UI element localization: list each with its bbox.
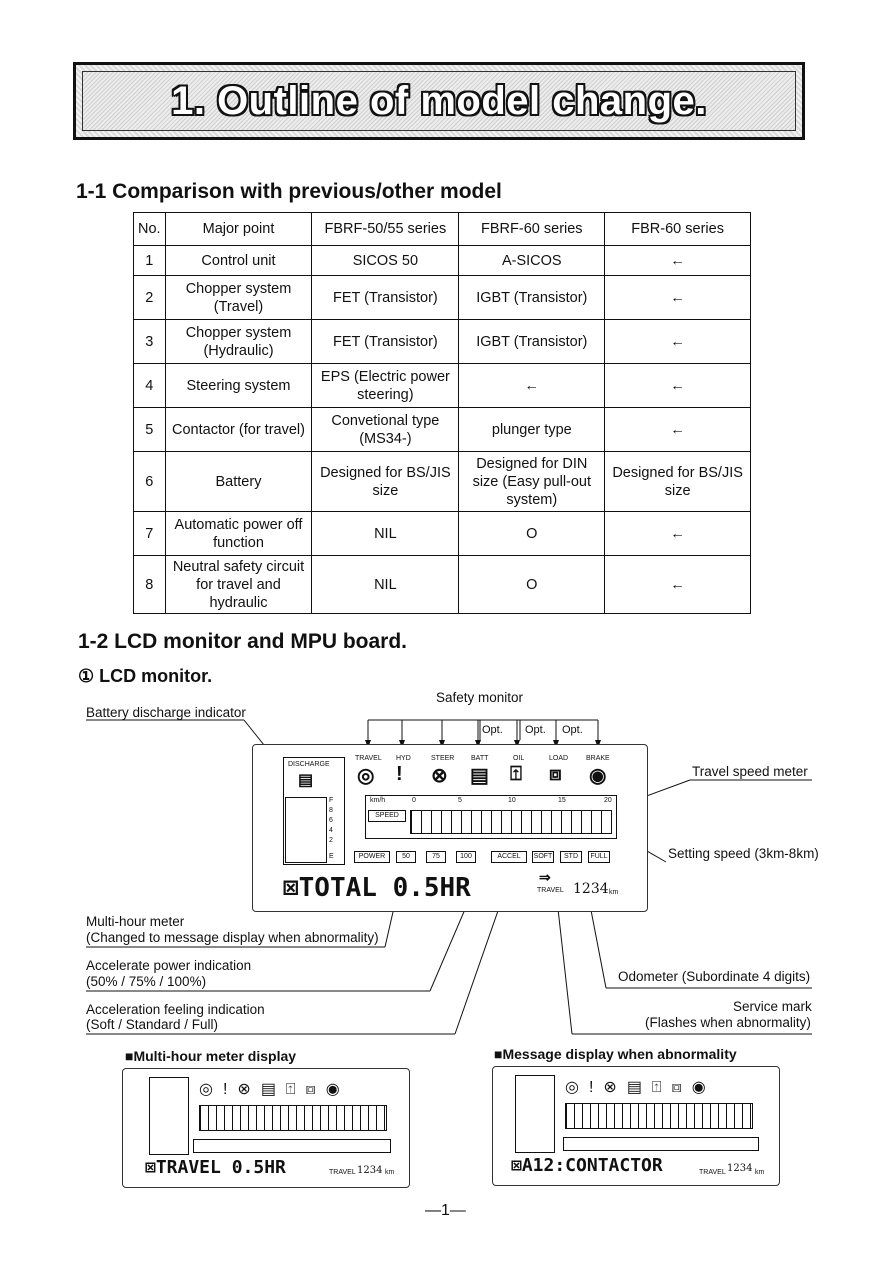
cell-fbr-60: Designed for BS/JIS size	[605, 452, 751, 512]
odometer-km: km	[609, 889, 619, 896]
safety-monitor-label: Safety monitor	[436, 690, 524, 705]
service-mark-label: Service mark	[733, 999, 812, 1014]
cell-major-point: Chopper system (Hydraulic)	[165, 320, 312, 364]
cell-major-point: Control unit	[165, 246, 312, 276]
scale-20: 20	[604, 797, 612, 804]
cell-fbr-60: ←	[605, 276, 751, 320]
opt-label-2: Opt.	[525, 724, 546, 736]
batt-icon: ▤	[470, 765, 489, 787]
brake-icon: ◉	[589, 765, 607, 787]
cell-fbrf-60: plunger type	[459, 408, 605, 452]
cell-fbrf-50-55: SICOS 50	[312, 246, 459, 276]
cell-fbrf-50-55: FET (Transistor)	[312, 320, 459, 364]
cell-no: 1	[134, 246, 166, 276]
section-1-heading: 1-1 Comparison with previous/other model	[76, 180, 502, 203]
opt-label-1: Opt.	[482, 724, 503, 736]
cell-major-point: Battery	[165, 452, 312, 512]
mini-discharge-panel-right	[515, 1075, 555, 1153]
mini-odometer-value-right: 1234	[727, 1163, 753, 1174]
odometer-label: Odometer (Subordinate 4 digits)	[618, 969, 811, 984]
acceleration-feeling-values: (Soft / Standard / Full)	[86, 1017, 219, 1032]
cell-major-point: Chopper system (Travel)	[165, 276, 312, 320]
battery-icon: ▤	[298, 772, 314, 789]
cell-fbrf-50-55: NIL	[312, 556, 459, 614]
mini-odometer-label-right: TRAVEL	[699, 1169, 726, 1176]
gauge-e: E	[329, 853, 334, 860]
mini-odometer-label: TRAVEL	[329, 1169, 356, 1176]
load-icon: ⧈	[549, 763, 562, 785]
cell-no: 5	[134, 408, 166, 452]
scale-10: 10	[508, 797, 516, 804]
odometer-unit-label: TRAVEL	[537, 887, 564, 894]
mini-odometer-km-right: km	[755, 1169, 765, 1176]
power-label: POWER	[354, 851, 390, 863]
accel-label: ACCEL	[491, 851, 527, 863]
cell-fbrf-50-55: NIL	[312, 512, 459, 556]
cell-fbr-60: ←	[605, 408, 751, 452]
scale-5: 5	[458, 797, 462, 804]
cell-no: 6	[134, 452, 166, 512]
discharge-label: DISCHARGE	[288, 761, 330, 768]
accel-full: FULL	[588, 851, 610, 863]
gauge-f: F	[329, 797, 334, 804]
gauge-8: 8	[329, 807, 333, 814]
page-title: 1. Outline of model change.	[171, 78, 707, 123]
indicator-travel: TRAVEL	[355, 755, 382, 762]
mini-indicator-icons-right: ◎!⊗▤⍐⧈◉	[565, 1079, 716, 1096]
multi-hour-display: ⊠TOTAL 0.5HR	[283, 873, 471, 903]
header-no: No.	[134, 213, 166, 246]
gauge-2: 2	[329, 837, 333, 844]
cell-fbrf-50-55: FET (Transistor)	[312, 276, 459, 320]
header-major-point: Major point	[165, 213, 312, 246]
scale-unit: km/h	[370, 797, 386, 804]
header-fbr-60: FBR-60 series	[605, 213, 751, 246]
mini-discharge-panel	[149, 1077, 189, 1155]
cell-fbr-60: ←	[605, 556, 751, 614]
mini-odometer-value: 1234	[357, 1165, 383, 1176]
cell-fbrf-60: IGBT (Transistor)	[459, 320, 605, 364]
lcd-message-panel	[492, 1066, 780, 1186]
accelerate-power-values: (50% / 75% / 100%)	[86, 974, 207, 989]
message-display: ⊠A12:CONTACTOR	[511, 1155, 663, 1176]
cell-fbr-60: ←	[605, 246, 751, 276]
accelerate-power-label: Accelerate power indication	[86, 958, 252, 973]
cell-fbrf-50-55: Designed for BS/JIS size	[312, 452, 459, 512]
mini-indicator-icons: ◎!⊗▤⍐⧈◉	[199, 1081, 350, 1098]
page-number: —1—	[425, 1202, 466, 1219]
speed-label: SPEED	[368, 810, 406, 822]
mini-speed-bar-right	[565, 1103, 753, 1129]
cell-no: 8	[134, 556, 166, 614]
header-fbrf-60: FBRF-60 series	[459, 213, 605, 246]
cell-major-point: Steering system	[165, 364, 312, 408]
lcd-monitor-main	[252, 744, 648, 912]
scale-15: 15	[558, 797, 566, 804]
odometer-value: 1234	[573, 881, 609, 897]
cell-no: 3	[134, 320, 166, 364]
accel-std: STD	[560, 851, 582, 863]
speed-scale	[365, 795, 617, 839]
power-75: 75	[426, 851, 446, 863]
multi-hour-meter-label: Multi-hour meter	[86, 914, 185, 929]
mini-speed-bar	[199, 1105, 387, 1131]
cell-fbr-60: ←	[605, 320, 751, 364]
cell-fbrf-60: IGBT (Transistor)	[459, 276, 605, 320]
travel-speed-meter-label: Travel speed meter	[692, 764, 808, 779]
lcd-monitor-subheading: ① LCD monitor.	[78, 666, 213, 686]
battery-discharge-label: Battery discharge indicator	[86, 705, 246, 720]
indicator-oil: OIL	[513, 755, 525, 762]
lcd-multi-hour-panel	[122, 1068, 410, 1188]
fuel-gauge	[285, 797, 341, 863]
section-2-heading: 1-2 LCD monitor and MPU board.	[78, 630, 408, 653]
cell-fbrf-60: ←	[459, 364, 605, 408]
multi-hour-display-caption: ■Multi-hour meter display	[125, 1048, 297, 1064]
message-display-caption: ■Message display when abnormality	[494, 1046, 737, 1062]
mini-power-accel-row	[193, 1139, 391, 1153]
mini-odometer-km: km	[385, 1169, 395, 1176]
gauge-6: 6	[329, 817, 333, 824]
cell-major-point: Contactor (for travel)	[165, 408, 312, 452]
mini-travel-display: ⊠TRAVEL 0.5HR	[145, 1157, 286, 1178]
accel-soft: SOFT	[532, 851, 554, 863]
indicator-load: LOAD	[549, 755, 569, 762]
steer-icon: ⊗	[431, 765, 448, 787]
multi-hour-meter-note: (Changed to message display when abnormality)	[86, 930, 379, 945]
opt-label-3: Opt.	[562, 724, 583, 736]
power-50: 50	[396, 851, 416, 863]
indicator-steer: STEER	[431, 755, 455, 762]
header-fbrf-50-55: FBRF-50/55 series	[312, 213, 459, 246]
hyd-icon: !	[396, 763, 403, 785]
cell-fbr-60: ←	[605, 512, 751, 556]
cell-no: 7	[134, 512, 166, 556]
indicator-brake: BRAKE	[586, 755, 610, 762]
speed-bar-segments	[410, 810, 612, 834]
gauge-4: 4	[329, 827, 333, 834]
cell-no: 4	[134, 364, 166, 408]
cell-fbrf-60: O	[459, 556, 605, 614]
cell-major-point: Automatic power off function	[165, 512, 312, 556]
cell-fbrf-60: Designed for DIN size (Easy pull-out system)	[459, 452, 605, 512]
cell-fbrf-60: O	[459, 512, 605, 556]
cell-major-point: Neutral safety circuit for travel and hydraulic	[165, 556, 312, 614]
indicator-hyd: HYD	[396, 755, 411, 762]
oil-icon: ⍐	[510, 763, 522, 785]
cell-fbr-60: ←	[605, 364, 751, 408]
cell-no: 2	[134, 276, 166, 320]
power-100: 100	[456, 851, 476, 863]
setting-speed-label: Setting speed (3km-8km)	[668, 846, 819, 861]
travel-icon: ◎	[357, 765, 375, 787]
cell-fbrf-50-55: EPS (Electric power steering)	[312, 364, 459, 408]
service-mark-icon: ⇒	[539, 869, 551, 885]
mini-power-accel-row-right	[563, 1137, 759, 1151]
cell-fbrf-50-55: Convetional type (MS34-)	[312, 408, 459, 452]
cell-fbrf-60: A-SICOS	[459, 246, 605, 276]
scale-0: 0	[412, 797, 416, 804]
acceleration-feeling-label: Acceleration feeling indication	[86, 1002, 265, 1017]
service-mark-note: (Flashes when abnormality)	[645, 1015, 811, 1030]
indicator-batt: BATT	[471, 755, 489, 762]
